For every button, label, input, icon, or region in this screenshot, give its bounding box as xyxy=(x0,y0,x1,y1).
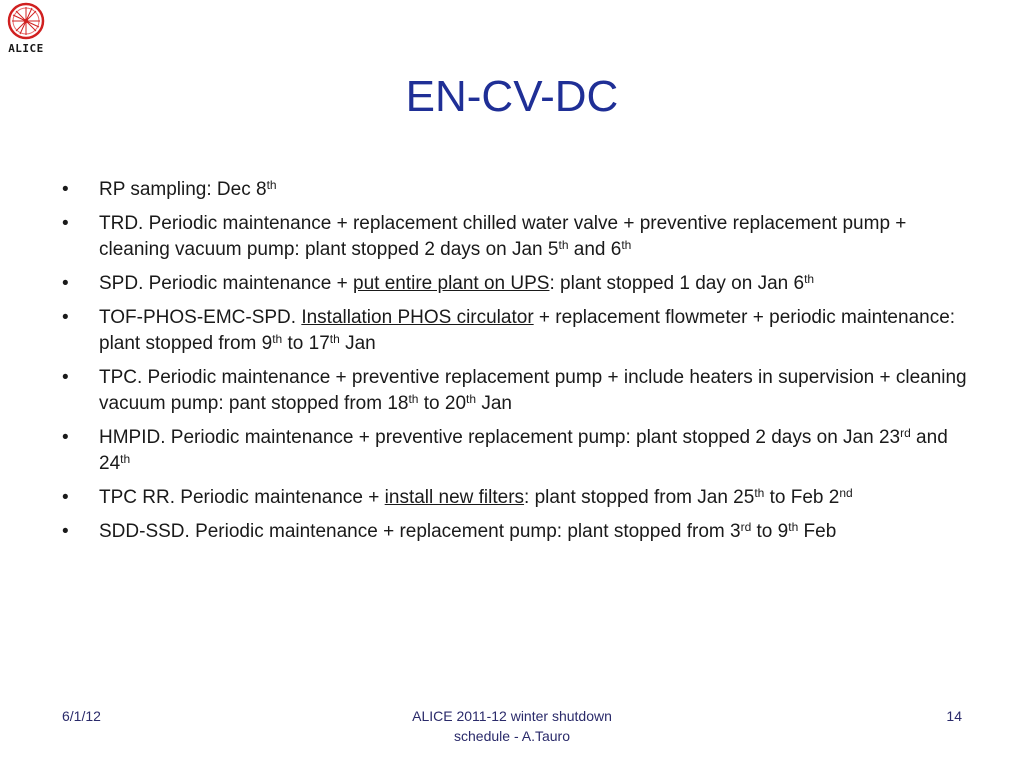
bullet-item xyxy=(62,305,972,357)
bullet-text: to 9 xyxy=(751,521,789,542)
superscript: th xyxy=(788,520,799,534)
superscript: th xyxy=(804,272,815,286)
bullet-text: to 20 xyxy=(418,393,467,414)
footer-date: 6/1/12 xyxy=(62,708,101,724)
bullet-text: and 6 xyxy=(568,239,622,260)
bullet-text: to Feb 2 xyxy=(764,487,840,508)
bullet-text: TPC RR. Periodic maintenance + xyxy=(99,487,385,508)
slide-title: EN-CV-DC xyxy=(405,72,619,121)
bullet-text: TOF-PHOS-EMC-SPD. xyxy=(99,307,302,328)
bullet-text: to 17 xyxy=(282,333,330,354)
superscript: nd xyxy=(839,486,853,500)
bullet-list xyxy=(62,177,972,553)
superscript: th xyxy=(408,392,419,406)
underlined-text: install new filters xyxy=(384,487,525,508)
bullet-text: : plant stopped 1 day on Jan 6 xyxy=(549,273,805,294)
bullet-text: TRD. Periodic maintenance + replacement chilled water valve + preventive replacement pump + cleaning vacuum pump: plant stopped 2 days on Jan 5 xyxy=(99,213,907,260)
superscript: th xyxy=(329,332,340,346)
bullet-text: Jan xyxy=(339,333,376,354)
superscript: th xyxy=(120,452,131,466)
bullet-text: and 24 xyxy=(99,427,948,474)
footer-title-line2: schedule - A.Tauro xyxy=(454,728,570,744)
superscript: th xyxy=(621,238,632,252)
bullet-text: HMPID. Periodic maintenance + preventive replacement pump: plant stopped 2 days on Jan 23 xyxy=(99,427,901,448)
superscript: th xyxy=(272,332,283,346)
underlined-text: Installation PHOS circulator xyxy=(301,307,534,328)
bullet-item xyxy=(62,519,972,545)
bullet-item xyxy=(62,485,972,511)
superscript: rd xyxy=(740,520,752,534)
bullet-text: SDD-SSD. Periodic maintenance + replacement pump: plant stopped from 3 xyxy=(99,521,741,542)
bullet-text: TPC. Periodic maintenance + preventive replacement pump + include heaters in supervision + cleaning vacuum pump: pant stopped from 18 xyxy=(99,367,967,414)
superscript: th xyxy=(466,392,477,406)
superscript: rd xyxy=(900,426,911,440)
bullet-text: SPD. Periodic maintenance + xyxy=(99,273,353,294)
underlined-text: put entire plant on UPS xyxy=(353,273,550,294)
bullet-item xyxy=(62,271,972,297)
bullet-item xyxy=(62,425,972,477)
footer-title xyxy=(312,706,712,746)
bullet-item xyxy=(62,211,972,263)
bullet-item xyxy=(62,365,972,417)
bullet-text: RP sampling: Dec 8 xyxy=(99,179,267,200)
superscript: th xyxy=(754,486,765,500)
superscript: th xyxy=(558,238,569,252)
bullet-text: Jan xyxy=(476,393,512,414)
bullet-text: + replacement flowmeter + periodic maintenance: plant stopped from 9 xyxy=(99,307,956,354)
logo-text: ALICE xyxy=(8,42,44,55)
footer-title-line1: ALICE 2011-12 winter shutdown xyxy=(412,708,612,724)
superscript: th xyxy=(266,178,277,192)
footer-page-number: 14 xyxy=(946,708,962,724)
bullet-text: Feb xyxy=(798,521,837,542)
bullet-text: : plant stopped from Jan 25 xyxy=(524,487,755,508)
alice-logo-icon xyxy=(3,2,49,60)
bullet-item xyxy=(62,177,972,203)
